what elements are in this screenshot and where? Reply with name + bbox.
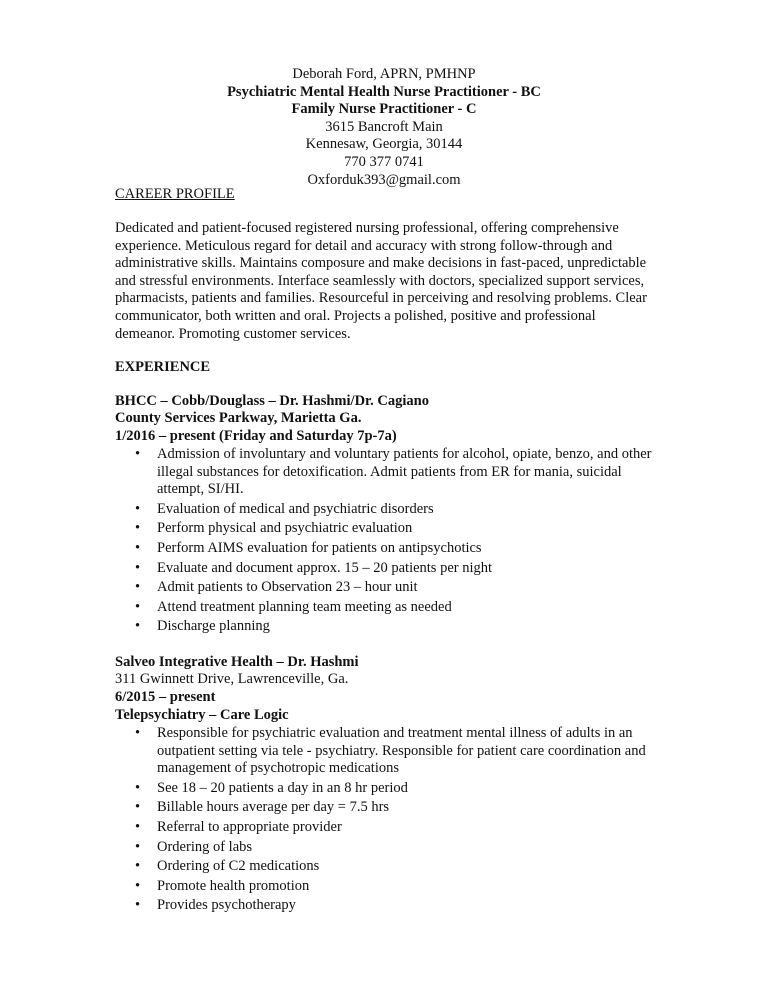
job2-role: Telepsychiatry – Care Logic: [115, 707, 289, 723]
bullet-icon: •: [135, 500, 141, 517]
bullet-icon: •: [135, 539, 141, 556]
list-item: • Evaluation of medical and psychiatric disorders: [135, 500, 434, 517]
list-item: • Admit patients to Observation 23 – hour unit: [135, 579, 418, 596]
job2-employer: Salveo Integrative Health – Dr. Hashmi: [115, 654, 359, 670]
job1-location: County Services Parkway, Marietta Ga.: [115, 410, 362, 426]
street-address: 3615 Bancroft Main: [325, 118, 443, 135]
bullet-icon: •: [135, 818, 141, 835]
job1-duties: [135, 446, 655, 638]
list-item: • Perform AIMS evaluation for patients on antipsychotics: [135, 539, 482, 556]
list-item: • Referral to appropriate provider: [135, 818, 342, 835]
list-item: • Ordering of labs: [135, 838, 253, 855]
resume-header: [0, 66, 768, 189]
bullet-icon: •: [135, 877, 141, 894]
list-item: • Perform physical and psychiatric evaluation: [135, 520, 413, 537]
career-profile-heading: CAREER PROFILE: [115, 186, 235, 202]
list-item: • Evaluate and document approx. 15 – 20 patients per night: [135, 559, 493, 576]
phone-number: 770 377 0741: [344, 153, 424, 170]
bullet-icon: •: [135, 858, 141, 875]
list-item: • Provides psychotherapy: [135, 897, 296, 914]
career-profile-text: Dedicated and patient-focused registered nursing professional, offering comprehensive experience. Meticulous regard for detail and accuracy with strong follow-through and administrative skills. Maintains composure and make decisions in fast-paced, unpredictable and stressful environments. Interface seamlessly with doctors, specialized support services, pharmacists, patients and families. Resourceful in perceiving and resolving problems. Clear communicator, both written and oral. Projects a polished, positive and professional demeanor. Promoting customer services.: [115, 220, 647, 342]
list-item: • See 18 – 20 patients a day in an 8 hr period: [135, 779, 408, 796]
list-item: • Attend treatment planning team meeting as needed: [135, 598, 452, 615]
experience-heading: EXPERIENCE: [115, 359, 211, 375]
city-state-zip: Kennesaw, Georgia, 30144: [305, 136, 463, 153]
certification-pmhnp: Psychiatric Mental Health Nurse Practitioner - BC: [227, 83, 541, 100]
bullet-icon: •: [135, 520, 141, 537]
list-item: • Discharge planning: [135, 618, 270, 635]
list-item: • Promote health promotion: [135, 877, 310, 894]
bullet-icon: •: [135, 559, 141, 576]
list-item: • Billable hours average per day = 7.5 hrs: [135, 799, 390, 816]
bullet-icon: •: [135, 598, 141, 615]
job2-duties: [135, 725, 655, 917]
bullet-icon: •: [135, 799, 141, 816]
bullet-icon: •: [135, 725, 141, 741]
job2-location: 311 Gwinnett Drive, Lawrenceville, Ga.: [115, 671, 349, 687]
job2-dates: 6/2015 – present: [115, 689, 216, 705]
certification-fnp: Family Nurse Practitioner - C: [291, 101, 477, 118]
job1-dates: 1/2016 – present (Friday and Saturday 7p-7a): [115, 428, 397, 444]
email-address: Oxforduk393@gmail.com: [307, 171, 461, 188]
bullet-icon: •: [135, 446, 141, 462]
bullet-icon: •: [135, 579, 141, 596]
list-item: • Ordering of C2 medications: [135, 858, 320, 875]
job1-employer: BHCC – Cobb/Douglass – Dr. Hashmi/Dr. Cagiano: [115, 393, 429, 409]
bullet-icon: •: [135, 838, 141, 855]
list-item: • Admission of involuntary and voluntary patients for alcohol, opiate, benzo, and other illegal substances for detoxification. Admit patients from ER for mania, suicidal attempt, SI/HI.: [135, 446, 652, 498]
bullet-icon: •: [135, 618, 141, 635]
candidate-name: Deborah Ford, APRN, PMHNP: [292, 66, 476, 82]
bullet-icon: •: [135, 897, 141, 914]
bullet-icon: •: [135, 779, 141, 796]
list-item: • Responsible for psychiatric evaluation and treatment mental illness of adults in an outpatient setting via tele - psychiatry. Responsible for patient care coordination and management of psychotropic medications: [135, 725, 646, 777]
